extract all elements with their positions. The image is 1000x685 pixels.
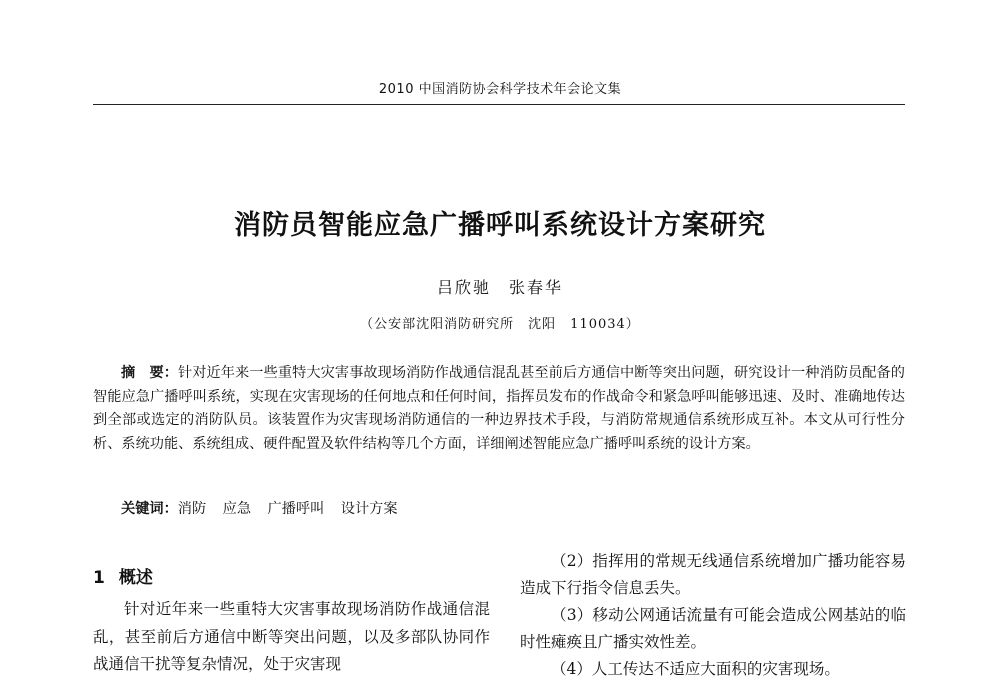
paper-authors: 吕欣驰 张春华 [436,278,563,297]
section-heading [93,560,490,596]
list-item: （3）移动公网通话流量有可能会造成公网基站的临时性瘫痪且广播实效性差。 [520,606,906,651]
header-rule [93,104,905,105]
body-paragraph: 针对近年来一些重特大灾害事故现场消防作战通信混乱，甚至前后方通信中断等突出问题，以及多部队协同作战通信干扰等复杂情况，处于灾害现 [93,600,490,673]
abstract-text: 针对近年来一些重特大灾害事故现场消防作战通信混乱甚至前后方通信中断等突出问题，研究设计一种消防员配备的智能应急广播呼叫系统，实现在灾害现场的任何地点和任何时间，指挥员发布的作战命令和紧急呼叫能够迅速、及时、准确地传达到全部或选定的消防队员。该装置作为灾害现场消防通信的一种边界技术手段，与消防常规通信系统形成互补。本文从可行性分析、系统功能、系统组成、硬件配置及软件结构等几个方面，详细阐述智能应急广播呼叫系统的设计方案。 [93,365,905,452]
paper-title: 消防员智能应急广播呼叫系统设计方案研究 [234,210,766,241]
list-item: （2）指挥用的常规无线通信系统增加广播功能容易造成下行指令信息丢失。 [520,552,906,597]
keywords-label: 关键词： [121,501,178,517]
running-header: 2010 中国消防协会科学技术年会论文集 [378,82,622,97]
keywords-value: 消防 应急 广播呼叫 设计方案 [177,501,398,517]
right-column [520,548,906,683]
abstract-label: 摘 要： [121,365,179,381]
keywords [121,498,901,521]
abstract [93,362,905,456]
section-number: 1 [93,568,105,588]
paper-affiliation: （公安部沈阳消防研究所 沈阳 110034） [360,317,640,332]
list-item: （4）人工传达不适应大面积的灾害现场。 [551,660,840,678]
section-title: 概述 [118,568,153,588]
left-column [93,560,490,679]
